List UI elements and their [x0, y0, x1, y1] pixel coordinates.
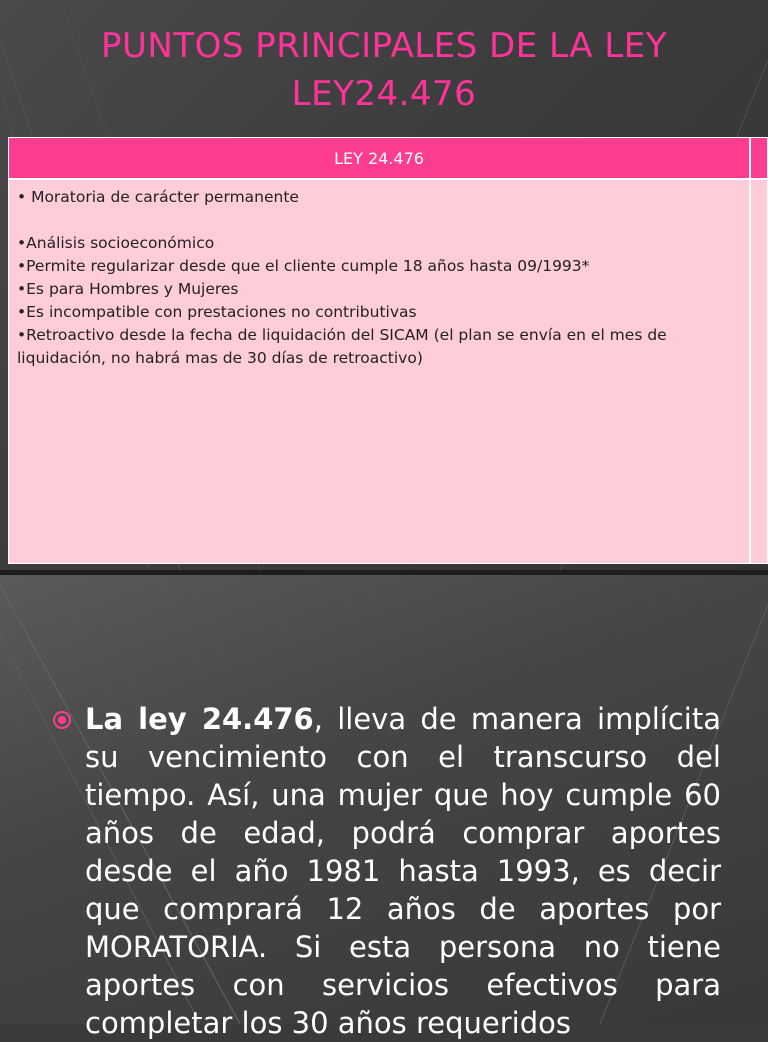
list-item: •Análisis socioeconómico	[17, 234, 215, 252]
table-body-cell	[8, 179, 750, 564]
list-item: •Es para Hombres y Mujeres	[17, 280, 239, 298]
spacer	[17, 209, 743, 232]
list-item: •Permite regularizar desde que el cliente cumple 18 años hasta 09/1993*	[17, 257, 590, 275]
slide-title-line-1: PUNTOS PRINCIPALES DE LA LEY	[101, 26, 667, 66]
list-item: • Moratoria de carácter permanente	[17, 188, 299, 206]
slide-title-line-2: LEY24.476	[291, 74, 477, 114]
list-item: •Es incompatible con prestaciones no contributivas	[17, 303, 417, 321]
list-item: •Retroactivo desde la fecha de liquidación del SICAM (el plan se envía en el mes de liquidación, no habrá mas de 30 días de retroactivo)	[17, 326, 667, 367]
paragraph-text: , lleva de manera implícita su vencimiento con el transcurso del tiempo. Así, una mujer que hoy cumple 60 años de edad, podrá comprar aportes desde el año 1981 hasta 1993, es decir que comprará 12 años de aportes por MORATORIA. Si esta persona no tiene aportes con servicios efectivos para completar los 30 años requeridos	[85, 702, 721, 1040]
table-header-side-cell	[750, 137, 768, 179]
table-header-cell: LEY 24.476	[8, 137, 750, 179]
slide-title	[20, 22, 748, 118]
bold-lead: La ley 24.476	[85, 702, 314, 736]
table-body-side-cell	[750, 179, 768, 564]
radio-bullet-icon	[53, 711, 71, 729]
body-paragraph	[85, 700, 721, 1042]
